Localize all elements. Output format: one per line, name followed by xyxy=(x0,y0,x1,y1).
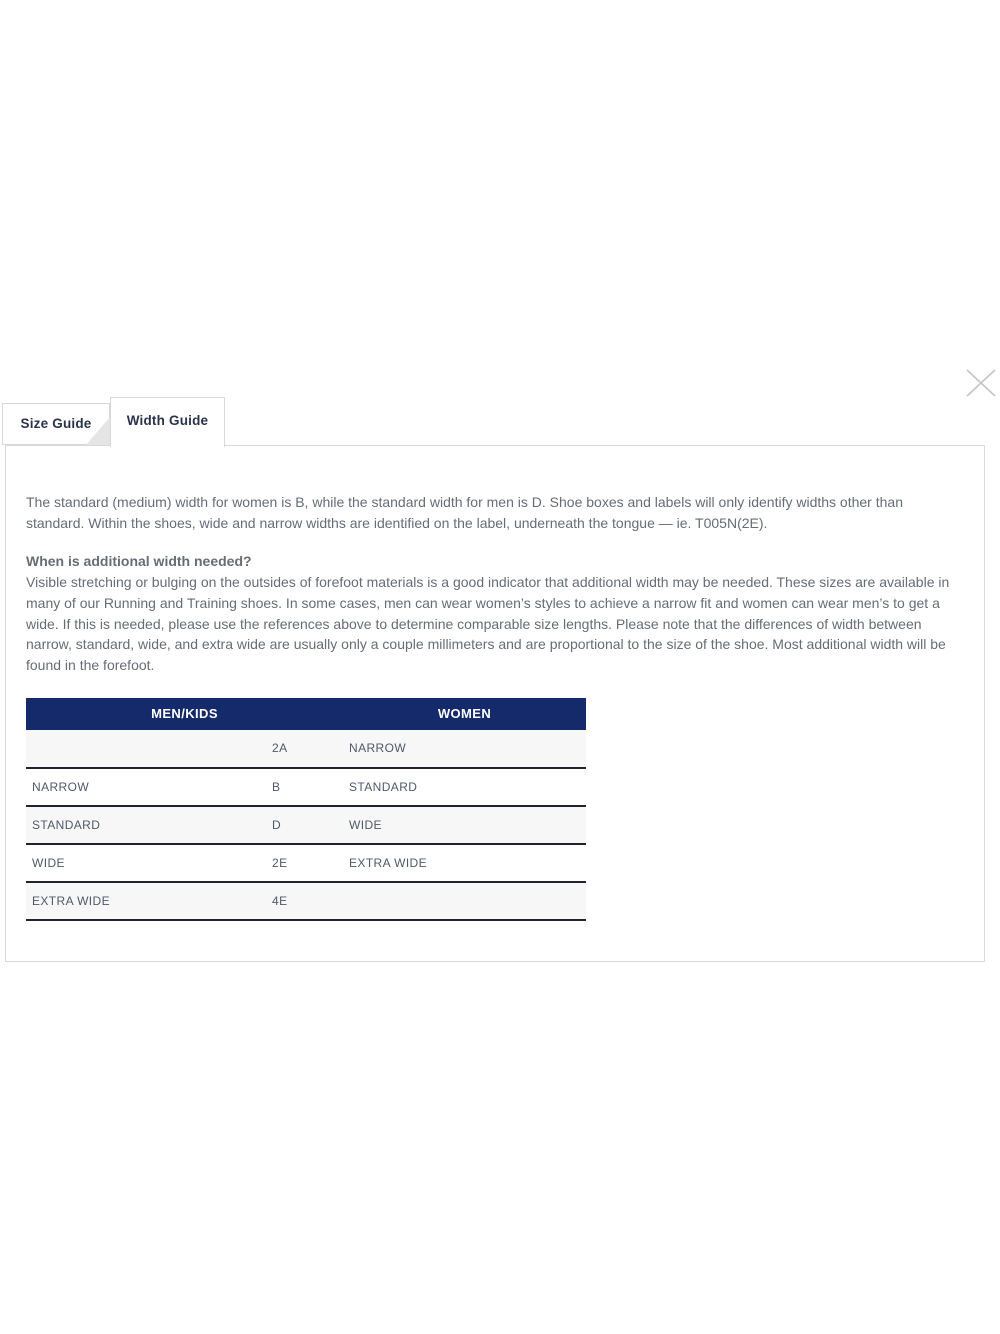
tab-fold-decoration xyxy=(86,417,110,445)
cell-men: NARROW xyxy=(26,768,266,806)
cell-women xyxy=(343,882,586,920)
close-button[interactable] xyxy=(962,366,1000,404)
cell-code: 2E xyxy=(266,844,343,882)
cell-men: STANDARD xyxy=(26,806,266,844)
header-women: WOMEN xyxy=(343,698,586,730)
cell-men: EXTRA WIDE xyxy=(26,882,266,920)
cell-code: B xyxy=(266,768,343,806)
table-row xyxy=(26,844,586,882)
intro-paragraph: The standard (medium) width for women is B, while the standard width for men is D. Shoe boxes and labels will only identify widths other than standard. Within the shoes, wide and narrow widths are identified on the label, underneath the tongue — ie. T005N(2E). xyxy=(26,494,903,531)
width-guide-panel xyxy=(5,445,985,962)
cell-women: NARROW xyxy=(343,730,586,768)
table-header-row xyxy=(26,698,586,730)
cell-code: D xyxy=(266,806,343,844)
section-body: Visible stretching or bulging on the outsides of forefoot materials is a good indicator that additional width may be needed. These sizes are available in many of our Running and Training shoes. In some cases, men can wear women’s styles to achieve a narrow fit and women can wear men’s to get a wide. If this is needed, please use the references above to determine comparable size lengths. Please note that the differences of width between narrow, standard, wide, and extra wide are usually only a couple millimeters and are proportional to the size of the shoe. Most additional width will be found in the forefoot. xyxy=(26,574,950,673)
cell-women: STANDARD xyxy=(343,768,586,806)
width-comparison-table xyxy=(26,698,586,921)
header-men-kids: MEN/KIDS xyxy=(26,698,343,730)
tab-size-guide[interactable]: Size Guide xyxy=(2,403,110,445)
table-row xyxy=(26,730,586,768)
table-row xyxy=(26,768,586,806)
table-row xyxy=(26,806,586,844)
cell-women: WIDE xyxy=(343,806,586,844)
cell-men: WIDE xyxy=(26,844,266,882)
cell-code: 4E xyxy=(266,882,343,920)
table-row xyxy=(26,882,586,920)
cell-women: EXTRA WIDE xyxy=(343,844,586,882)
section-heading: When is additional width needed? xyxy=(26,553,252,570)
close-icon xyxy=(964,367,998,401)
cell-men xyxy=(26,730,266,768)
tab-width-guide[interactable]: Width Guide xyxy=(110,397,225,447)
cell-code: 2A xyxy=(266,730,343,768)
